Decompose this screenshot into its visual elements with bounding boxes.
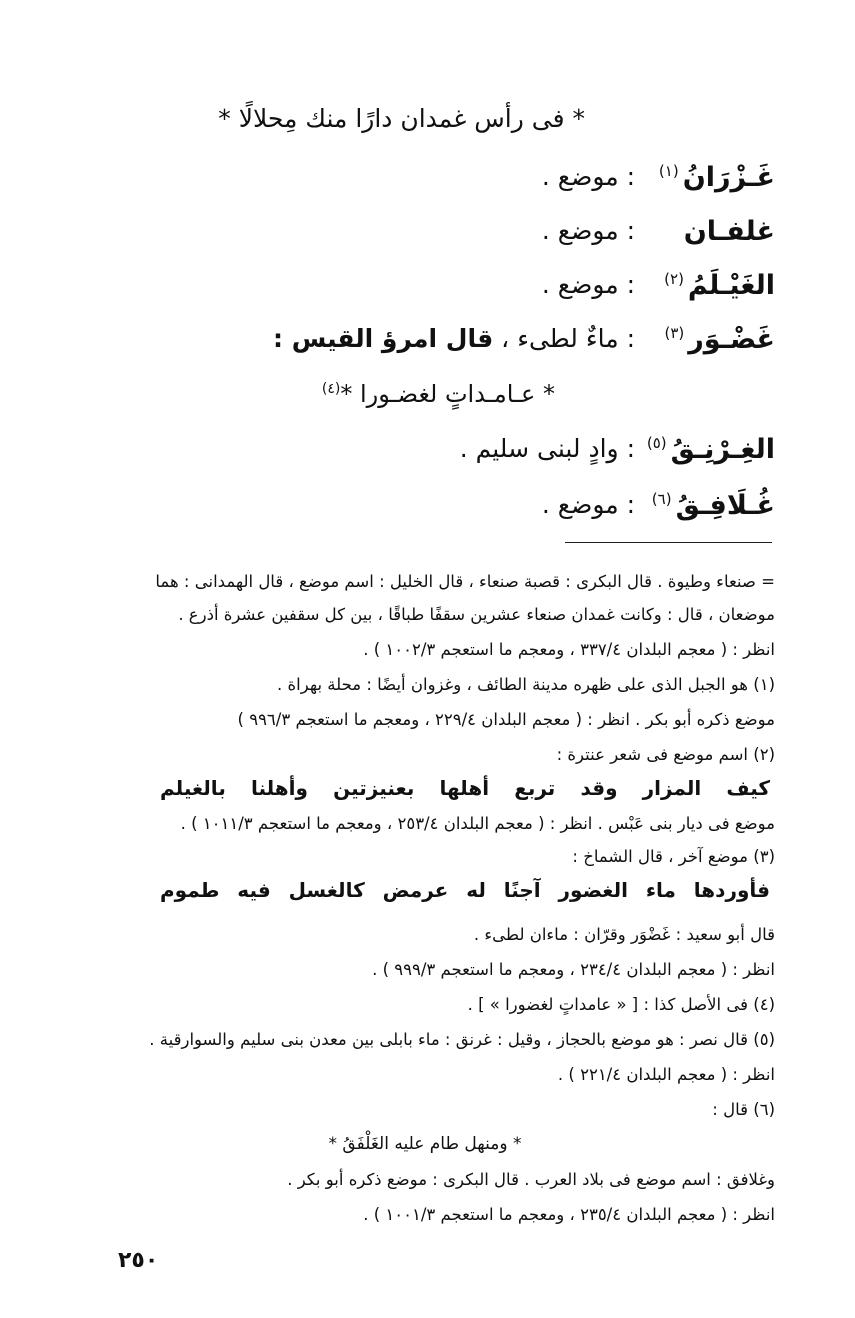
entry-headword: غَـزْرَانُ$^{(١)}$ bbox=[658, 162, 775, 193]
verse-top: * فى رأس غمدان دارًا منك مِحلالًا * bbox=[218, 104, 585, 133]
footnote-line: موضع فى ديار بنى عَبْس . انظر : ( معجم البلدان ٢٥٣/٤ ، ومعجم ما استعجم ١٠١١/٣ ) . bbox=[180, 814, 775, 833]
footnote-line: قال أبو سعيد : غَضْوَر وقرّان : ماءان لطىء . bbox=[473, 925, 775, 944]
footnote-divider bbox=[565, 542, 772, 543]
footnote-line: انظر : ( معجم البلدان ٢٣٤/٤ ، ومعجم ما استعجم ٩٩٩/٣ ) . bbox=[372, 960, 775, 979]
entry-ghulafiq bbox=[75, 490, 775, 530]
entry-headword: غلفـان bbox=[683, 216, 775, 247]
footnote-6: (٦) قال : bbox=[712, 1100, 775, 1119]
entry-definition: : موضع . bbox=[541, 490, 635, 519]
entry-headword: غَضْـوَر$^{(٣)}$ bbox=[664, 324, 775, 355]
footnote-ref: (٥) bbox=[646, 434, 667, 452]
footnote-verse-shammakh: فأوردها ماء الغضور آجنًا له عرمض كالغسل فيه طموم bbox=[160, 878, 770, 902]
footnote-ref: (٢) bbox=[664, 270, 684, 288]
footnote-4: (٤) فى الأصل كذا : [ « عامداتٍ لغضورا » ] . bbox=[467, 995, 775, 1014]
entry-ghirniq bbox=[75, 434, 775, 474]
entry-definition: : موضع . bbox=[541, 162, 635, 191]
footnote-line: انظر : ( معجم البلدان ٢٣٥/٤ ، ومعجم ما استعجم ١٠٠١/٣ ) . bbox=[363, 1205, 775, 1224]
footnote-line: انظر : ( معجم البلدان ٢٢١/٤ ) . bbox=[557, 1065, 775, 1084]
footnote-ref: (٣) bbox=[664, 324, 685, 342]
footnote-ref: (٦) bbox=[651, 490, 672, 508]
footnote-line: موضع ذكره أبو بكر . انظر : ( معجم البلدان ٢٢٩/٤ ، ومعجم ما استعجم ٩٩٦/٣ ) bbox=[237, 710, 775, 729]
entry-ghazran bbox=[75, 162, 775, 202]
entry-definition: : موضع . bbox=[541, 270, 635, 299]
footnote-ref: (٤) bbox=[321, 381, 341, 397]
footnote-line: = صنعاء وطيوة . قال البكرى : قصبة صنعاء ، قال الخليل : اسم موضع ، قال الهمدانى : هما bbox=[155, 572, 775, 591]
entry-headword: غُـلَافِـقُ$^{(٦)}$ bbox=[651, 490, 775, 521]
entry-definition: : وادٍ لبنى سليم . bbox=[459, 434, 635, 463]
footnote-ref: (١) bbox=[658, 162, 679, 180]
page-number: ٢٥٠ bbox=[118, 1248, 159, 1273]
entry-ghalfan bbox=[75, 216, 775, 256]
footnote-5: (٥) قال نصر : هو موضع بالحجاز ، وقيل : غرنق : ماء بابلى بين معدن بنى سليم والسوارقية . bbox=[149, 1030, 775, 1049]
footnote-line: موضعان ، قال : وكانت غمدان صنعاء عشرين سقفًا طباقًا ، بين كل سقفين عشرة أذرع . bbox=[178, 605, 775, 624]
footnote-verse-ghalfaq: * ومنهل طام عليه الغَلْفَقُ * bbox=[328, 1134, 522, 1154]
entry-ghadwar bbox=[75, 324, 775, 364]
footnote-3: (٣) موضع آخر ، قال الشماخ : bbox=[572, 847, 775, 866]
footnote-2: (٢) اسم موضع فى شعر عنترة : bbox=[556, 745, 775, 764]
entry-definition: : موضع . bbox=[541, 216, 635, 245]
entry-headword: الغِـرْنِـقُ$^{(٥)}$ bbox=[646, 434, 775, 465]
entry-headword: الغَيْـلَمُ$^{(٢)}$ bbox=[664, 270, 775, 301]
verse-imru-alqays: * عـامـداتٍ لغضـورا *$^{(٤)}$ bbox=[321, 380, 555, 408]
footnote-1: (١) هو الجبل الذى على ظهره مدينة الطائف ، وغزوان أيضًا : محلة بهراة . bbox=[277, 675, 775, 694]
footnote-line: وغلافق : اسم موضع فى بلاد العرب . قال البكرى : موضع ذكره أبو بكر . bbox=[287, 1170, 775, 1189]
entry-ghaylam bbox=[75, 270, 775, 310]
footnote-line: انظر : ( معجم البلدان ٣٣٧/٤ ، ومعجم ما استعجم ١٠٠٢/٣ ) . bbox=[363, 640, 775, 659]
entry-definition: : ماءٌ لطىء ، قال امرؤ القيس : bbox=[273, 324, 635, 353]
footnote-verse-antara: كيف المزار وقد تربع أهلها بعنيزتين وأهلنا بالغيلم bbox=[160, 776, 770, 800]
